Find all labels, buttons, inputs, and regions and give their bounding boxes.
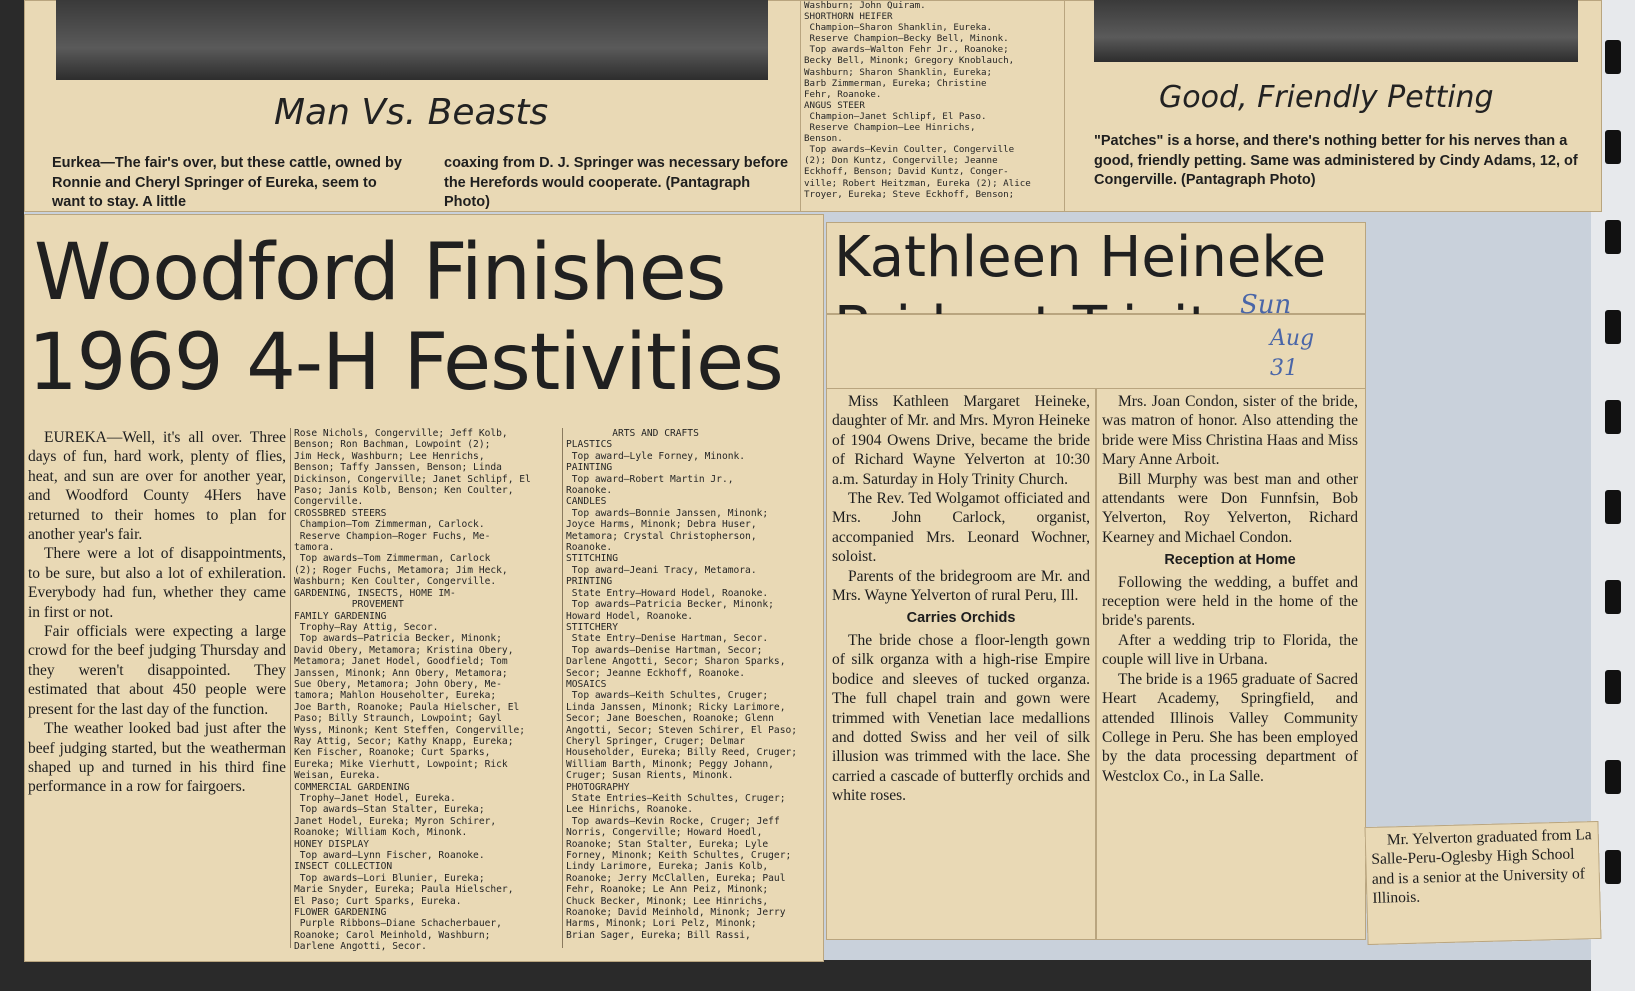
paragraph: Fair officials were expecting a large crowd for the beef judging Thursday and they weren't disappointed. They estimated that about 450 people were present for the last day of the function. — [28, 623, 286, 718]
paragraph: Parents of the bridegroom are Mr. and Mrs. Wayne Yelverton of rural Peru, Ill. — [832, 567, 1090, 605]
cattle-photo — [56, 0, 768, 80]
article-col3 — [1371, 825, 1598, 941]
handwritten-note: 31 — [1270, 356, 1298, 381]
subhead-reception-at-home: Reception at Home — [1164, 552, 1296, 569]
binder-ring — [1605, 130, 1621, 164]
headline-line1: Woodford Finishes — [34, 228, 726, 318]
headline-line1: Kathleen Heineke — [834, 225, 1327, 290]
handwritten-note: Sun — [1240, 290, 1292, 320]
paragraph: The bride chose a floor-length gown of silk organza with a high-rise Empire bodice and sleeves of tucked organza. The full chapel train and gown were trimmed with Venetian lace medallions and dotted Swiss and her veil of silk illusion was trimmed with the lace. She carried a cascade of butterfly orchids and white roses. — [832, 631, 1090, 805]
article-col2 — [1102, 392, 1358, 938]
paragraph: Miss Kathleen Margaret Heineke, daughter of Mr. and Mrs. Myron Heineke of 1904 Owens Drive, became the bride of Richard Wayne Yelverton at 10:30 a.m. Saturday in Holy Trinity Church. — [832, 393, 1090, 488]
horse-photo — [1094, 0, 1578, 62]
binder-ring — [1605, 670, 1621, 704]
results-col2: Rose Nichols, Congerville; Jeff Kolb, Benson; Ron Bachman, Lowpoint (2); Jim Heck, Washburn; Lee Henrichs, Benson; Taffy Janssen, Benson; Linda Dickinson, Congerville; Janet Schlipf, El Paso; Janis Kolb, Benson; Ken Coulter, Congerville. CROSSBRED STEERS Champion—Tom Zimmerman, Carlock. Reserve Champion—Roger Fuchs, Me- tamora. Top awards—Tom Zimmerman, Carlock (2); Roger Fuchs, Metamora; Jim Heck, Washburn; Ken Coulter, Congerville. GARDENING, INSECTS, HOME IM- PROVEMENT FAMILY GARDENING Trophy—Ray Attig, Secor. Top awards—Patricia Becker, Minonk; David Obery, Metamora; Kristina Obery, Metamora; Janet Hodel, Goodfield; Tom Janssen, Minonk; Ann Obery, Metamora; Sue Obery, Metamora; John Obery, Me- tamora; Mahlon Householter, Eureka; Joe Barth, Roanoke; Paula Hielscher, El Paso; Billy Straunch, Lowpoint; Gayl Wyss, Minonk; Kent Steffen, Congerville; Ray Attig, Secor; Kathy Knapp, Eureka; Ken Fischer, Roanoke; Curt Sparks, Eureka; Mike Vierhutt, Lowpoint; Rick Weisan, Eureka. COMMERCIAL GARDENING Trophy—Janet Hodel, Eureka. Top awards—Stan Stalter, Eureka; Janet Hodel, Eureka; Myron Schirer, Roanoke; William Koch, Minonk. HONEY DISPLAY Top award—Lynn Fischer, Roanoke. INSECT COLLECTION Top awards—Lori Blunier, Eureka; Marie Snyder, Eureka; Paula Hielscher, El Paso; Curt Sparks, Eureka. FLOWER GARDENING Purple Ribbons—Diane Schacherbauer, Roanoke; Carol Meinhold, Washburn; Darlene Angotti, Secor. — [294, 428, 531, 953]
photo-caption-col1: Eurkea—The fair's over, but these cattle, owned by Ronnie and Cheryl Springer of Eureka, seem to want to stay. A little — [52, 155, 402, 210]
binder-ring — [1605, 400, 1621, 434]
binder-ring — [1605, 580, 1621, 614]
binder-ring — [1605, 490, 1621, 524]
handwritten-note: Aug — [1270, 326, 1315, 351]
paragraph: Mr. Yelverton graduated from La Salle-Peru-Oglesby High School and is a senior at the University of Illinois. — [1371, 826, 1592, 908]
paragraph: After a wedding trip to Florida, the couple will live in Urbana. — [1102, 631, 1358, 669]
paragraph: Following the wedding, a buffet and reception were held in the home of the bride's parents. — [1102, 573, 1358, 630]
clipping-woodford-article — [24, 214, 824, 962]
photo-title: Good, Friendly Petting — [1159, 80, 1494, 115]
paragraph: The weather looked bad just after the beef judging started, but the weatherman shaped up and turned in his third fine performance in a row for fairgoers. — [28, 720, 286, 796]
column-divider — [562, 428, 563, 948]
paragraph: There were a lot of disappointments, to be sure, but also a lot of exhileration. Everybody had fun, whether they came in first or not. — [28, 545, 286, 621]
paragraph: Bill Murphy was best man and other attendants were Don Funnfsin, Bob Yelverton, Roy Yelverton, Richard Kearney and Michael Condon. — [1102, 470, 1358, 546]
article-col1 — [832, 392, 1090, 938]
results-col3: ARTS AND CRAFTS PLASTICS Top award—Lyle Forney, Minonk. PAINTING Top award—Robert Martin Jr., Roanoke. CANDLES Top awards—Bonnie Janssen, Minonk; Joyce Harms, Minonk; Debra Huser, Metamora; Crystal Christopherson, Roanoke. STITCHING Top award—Jeani Tracy, Metamora. PRINTING State Entry—Howard Hodel, Roanoke. Top awards—Patricia Becker, Minonk; Howard Hodel, Roanoke. STITCHERY State Entry—Denise Hartman, Secor. Top awards—Denise Hartman, Secor; Darlene Angotti, Secor; Sharon Sparks, Secor; Jeanne Eckhoff, Roanoke. MOSAICS Top awards—Keith Schultes, Cruger; Linda Janssen, Minonk; Ricky Larimore, Secor; Jane Boeschen, Roanoke; Glenn Angotti, Secor; Steven Schirer, El Paso; Cheryl Springer, Cruger; Delmar Householder, Eureka; Billy Reed, Cruger; William Barth, Minonk; Peggy Johann, Cruger; Susan Rients, Minonk. PHOTOGRAPHY State Entries—Keith Schultes, Cruger; Lee Hinrichs, Roanoke. Top awards—Kevin Rocke, Cruger; Jeff Norris, Congerville; Howard Hoedl, Roanoke; Stan Stalter, Eureka; Lyle Forney, Minonk; Keith Schultes, Cruger; Lindy Larimore, Eureka; Janis Kolb, Roanoke; Jerry McClallen, Eureka; Paul Fehr, Roanoke; Le Ann Peiz, Minonk; Chuck Becker, Minonk; Lee Hinrichs, Roanoke; David Meinhold, Minonk; Jerry Harms, Minonk; Lori Pelz, Minonk; Brian Sager, Eureka; Bill Rassi, — [566, 428, 798, 941]
clipping-heineke-col2 — [1096, 388, 1366, 940]
binder-ring — [1605, 40, 1621, 74]
headline-line2: 1969 4-H Festivities — [28, 318, 783, 408]
binder-ring — [1605, 760, 1621, 794]
livestock-results: Washburn; John Quiram. SHORTHORN HEIFER Champion—Sharon Shanklin, Eureka. Reserve Champion—Becky Bell, Minonk. Top awards—Walton Fehr Jr., Roanoke; Becky Bell, Minonk; Gregory Knoblauch, Washburn; Sharon Shanklin, Eureka; Barb Zimmerman, Eureka; Christine Fehr, Roanoke. ANGUS STEER Champion—Janet Schlipf, El Paso. Reserve Champion—Lee Hinrichs, Benson. Top awards—Kevin Coulter, Congerville (2); Don Kuntz, Congerville; Jeanne Eckhoff, Benson; David Kuntz, Conger- ville; Robert Heitzman, Eureka (2); Alice Troyer, Eureka; Steve Eckhoff, Benson; — [804, 0, 1031, 200]
clipping-heineke-col1 — [826, 388, 1096, 940]
binder-ring — [1605, 850, 1621, 884]
paragraph: Mrs. Joan Condon, sister of the bride, was matron of honor. Also attending the bride were Miss Christina Haas and Miss Mary Anne Arboit. — [1102, 393, 1358, 469]
column-divider — [290, 428, 291, 948]
clipping-results-top — [800, 0, 1070, 212]
photo-caption: "Patches" is a horse, and there's nothing better for his nerves than a good, friendly petting. Same was administered by Cindy Adams, 12, of Congerville. (Pantagraph Photo) — [1094, 133, 1578, 188]
paragraph: EUREKA—Well, it's all over. Three days of fun, hard work, plenty of flies, heat, and sun are over for another year, and Woodford County 4Hers have returned to their homes to plan for another year's fair. — [28, 429, 286, 544]
paragraph: The Rev. Ted Wolgamot officiated and Mrs. John Carlock, organist, accompanied Mrs. Leonard Wochner, soloist. — [832, 490, 1090, 566]
clipping-heineke-col3 — [1364, 821, 1601, 945]
binder-ring — [1605, 310, 1621, 344]
clipping-man-vs-beasts — [24, 0, 804, 212]
article-col1 — [28, 428, 286, 956]
photo-title: Man Vs. Beasts — [274, 92, 549, 133]
binder-ring — [1605, 220, 1621, 254]
clipping-friendly-petting — [1064, 0, 1602, 212]
subhead-carries-orchids: Carries Orchids — [906, 610, 1016, 627]
paragraph: The bride is a 1965 graduate of Sacred Heart Academy, Springfield, and attended Illinois Valley Community College in Peru. She has been employed by the data processing department of Westclox Co., in La Salle. — [1102, 670, 1358, 785]
photo-caption-col2: coaxing from D. J. Springer was necessary before the Herefords would cooperate. (Pantagraph Photo) — [444, 155, 789, 210]
